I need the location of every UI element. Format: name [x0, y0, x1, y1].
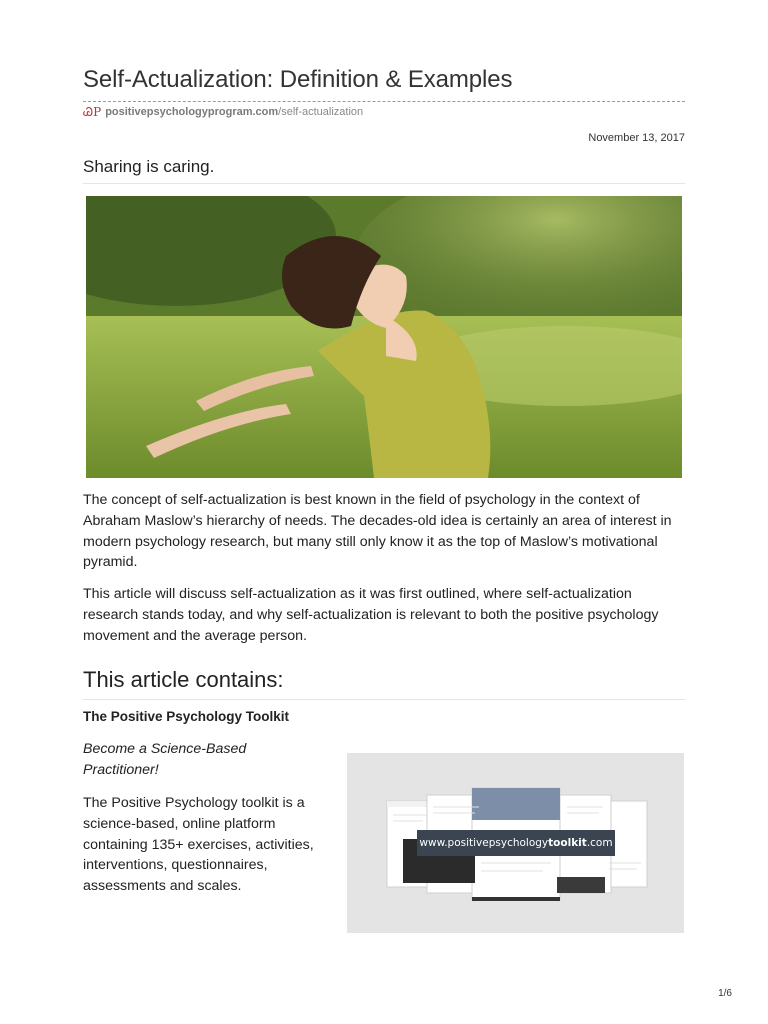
title-divider — [83, 101, 685, 102]
toolkit-tagline: Become a Science-Based Practitioner! — [83, 741, 247, 778]
intro-paragraph: The concept of self-actualization is best known in the field of psychology in the context of Abraham Maslow’s hierarchy of needs. The decades-old idea is certainly an area of interest in modern psychology research, but many still only know it as the top of Maslow’s motivational pyramid. — [83, 492, 672, 571]
hero-illustration — [86, 196, 682, 478]
source-domain: positivepsychologyprogram.com — [105, 106, 279, 118]
banner-url-suffix: .com — [586, 837, 613, 849]
banner-url-prefix: www.positivepsychology — [419, 837, 549, 849]
source-link[interactable] — [105, 106, 363, 118]
toolkit-description: The Positive Psychology toolkit is a science-based, online platform containing 135+ exercises, activities, interventions, questionnaires, assessments and scales. — [83, 795, 314, 895]
article-contains-heading: This article contains: — [83, 667, 284, 692]
source-line — [83, 106, 363, 118]
sharing-heading: Sharing is caring. — [83, 157, 215, 176]
page-number: 1/6 — [718, 988, 732, 999]
overview-paragraph: This article will discuss self-actualization as it was first outlined, where self-actualization research stands today, and why self-actualization is relevant to both the positive psychology movement and the average person. — [83, 586, 659, 644]
contains-divider — [83, 699, 685, 700]
banner-url-bold: toolkit — [548, 837, 587, 849]
page-title: Self-Actualization: Definition & Examples — [83, 66, 513, 93]
source-path: /self-actualization — [278, 106, 364, 118]
hero-image — [86, 196, 682, 478]
toolkit-url-banner — [417, 830, 615, 856]
source-logo-icon: ᏊP — [83, 105, 102, 119]
toolkit-title: The Positive Psychology Toolkit — [83, 709, 290, 724]
toolkit-promo-image[interactable] — [347, 753, 684, 933]
sharing-divider — [83, 183, 685, 184]
publish-date: November 13, 2017 — [588, 132, 685, 144]
